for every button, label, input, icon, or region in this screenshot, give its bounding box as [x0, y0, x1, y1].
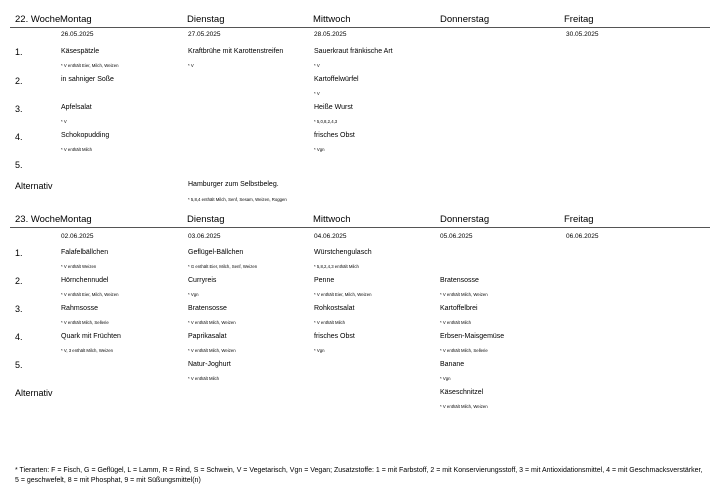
alternative-label: Alternativ [15, 388, 53, 398]
day-header-wednesday: Mittwoch [313, 214, 351, 225]
menu-item: Quark mit Früchten [61, 333, 121, 340]
menu-item: Heiße Wurst [314, 104, 353, 111]
date-tuesday: 03.06.2025 [188, 233, 221, 240]
allergen-note: * V enthält Eier, Milch, Weizen [61, 292, 119, 297]
allergen-note: * V enthält Milch [61, 147, 93, 152]
day-header-wednesday: Mittwoch [313, 14, 351, 25]
date-friday: 30.05.2025 [566, 31, 599, 38]
date-thursday: 05.06.2025 [440, 233, 473, 240]
week-label: 23. Woche [15, 214, 61, 225]
day-header-thursday: Donnerstag [440, 14, 490, 25]
row-number: 2. [15, 276, 23, 286]
allergen-note: * V enthält Milch [314, 320, 346, 325]
menu-item: Rohkostsalat [314, 305, 355, 312]
row-number: 5. [15, 360, 23, 370]
menu-item: Curryreis [188, 277, 217, 284]
day-header-monday: Montag [60, 14, 92, 25]
menu-item: Schokopudding [61, 132, 110, 139]
menu-item: Kraftbrühe mit Karottenstreifen [188, 48, 284, 55]
menu-item: Bratensosse [188, 305, 227, 312]
row-number: 4. [15, 332, 23, 342]
allergen-note: * Vgn [314, 147, 325, 152]
allergen-note: * V enthält Milch, Weizen [440, 404, 488, 409]
allergen-note: * Vgn [188, 292, 199, 297]
date-wednesday: 04.06.2025 [314, 233, 347, 240]
header-divider [10, 27, 710, 28]
date-monday: 02.06.2025 [61, 233, 94, 240]
allergen-note: * V, 3 enthält Milch, Weizen [61, 348, 114, 353]
menu-item: in sahniger Soße [61, 76, 114, 83]
menu-item: Kartoffelwürfel [314, 76, 359, 83]
menu-item: Banane [440, 361, 465, 368]
allergen-note: * V enthält Milch, Sellerie [440, 348, 488, 353]
menu-item: Rahmsosse [61, 305, 98, 312]
week-label: 22. Woche [15, 14, 61, 25]
day-header-monday: Montag [60, 214, 92, 225]
row-number: 5. [15, 160, 23, 170]
menu-item: Sauerkraut fränkische Art [314, 48, 393, 55]
date-friday: 06.06.2025 [566, 233, 599, 240]
menu-item: Hörnchennudel [61, 277, 109, 284]
row-number: 2. [15, 76, 23, 86]
alternative-label: Alternativ [15, 181, 53, 191]
allergen-note: * V [314, 63, 320, 68]
day-header-tuesday: Dienstag [187, 214, 225, 225]
menu-item: Penne [314, 277, 335, 284]
allergen-note: * 5,8,2,4,3 enthält Milch [314, 264, 359, 269]
allergen-note: * V enthält Milch [188, 376, 220, 381]
row-number: 3. [15, 104, 23, 114]
row-number: 1. [15, 248, 23, 258]
header-divider [10, 227, 710, 228]
allergen-note: * V enthält Milch, Weizen [188, 320, 236, 325]
allergen-note: * V enthält Milch, Weizen [440, 292, 488, 297]
menu-item: frisches Obst [314, 333, 355, 340]
allergen-note: * V [188, 63, 194, 68]
menu-item: Paprikasalat [188, 333, 227, 340]
allergen-note: * Vgn [440, 376, 451, 381]
allergen-note: * V enthält Milch, Sellerie [61, 320, 109, 325]
menu-item: Würstchengulasch [314, 249, 372, 256]
date-monday: 26.05.2025 [61, 31, 94, 38]
alternative-item: Käseschnitzel [440, 389, 484, 396]
allergen-note: * V enthält Milch, Weizen [188, 348, 236, 353]
day-header-tuesday: Dienstag [187, 14, 225, 25]
menu-item: frisches Obst [314, 132, 355, 139]
allergen-note: * G enthält Eier, Milch, Senf, Weizen [188, 264, 258, 269]
allergen-note: * Vgn [314, 348, 325, 353]
menu-item: Erbsen-Maisgemüse [440, 333, 505, 340]
row-number: 4. [15, 132, 23, 142]
alternative-item: Hamburger zum Selbstbeleg. [188, 181, 279, 188]
day-header-friday: Freitag [564, 14, 594, 25]
day-header-friday: Freitag [564, 214, 594, 225]
date-wednesday: 28.05.2025 [314, 31, 347, 38]
allergen-note: * V enthält Eier, Milch, Weizen [314, 292, 372, 297]
allergen-note: * V enthält Milch [440, 320, 472, 325]
allergen-note: * V [61, 119, 67, 124]
row-number: 3. [15, 304, 23, 314]
allergen-note: * 5,8,4 enthält Milch, Senf, Sesam, Weizen, Roggen [188, 197, 287, 202]
allergen-note: * V enthält Weizen [61, 264, 97, 269]
menu-item: Kartoffelbrei [440, 305, 478, 312]
menu-item: Bratensosse [440, 277, 479, 284]
allergen-note: * 5,0,8,2,4,3 [314, 119, 338, 124]
menu-item: Natur-Joghurt [188, 361, 231, 368]
menu-item: Käsespätzle [61, 48, 100, 55]
allergen-note: * V enthält Eier, Milch, Weizen [61, 63, 119, 68]
legend-footnote: * Tierarten: F = Fisch, G = Geflügel, L = Lamm, R = Rind, S = Schwein, V = Vegetarisch, Vgn = Vegan; Zusatzstoffe: 1 = mit Farbstoff, 2 = mit Konservierungsstoff, 3 = mit Antioxidationsmittel, 4 = mit Geschmacksverstärker, 5 = geschwefelt, 8 = mit Phosphat, 9 = mit Süßungsmittel(n) [15, 467, 703, 484]
menu-item: Falafelbällchen [61, 249, 109, 256]
menu-item: Geflügel-Bällchen [188, 249, 244, 256]
menu-item: Apfelsalat [61, 104, 92, 111]
allergen-note: * V [314, 91, 320, 96]
day-header-thursday: Donnerstag [440, 214, 490, 225]
row-number: 1. [15, 47, 23, 57]
date-tuesday: 27.05.2025 [188, 31, 221, 38]
